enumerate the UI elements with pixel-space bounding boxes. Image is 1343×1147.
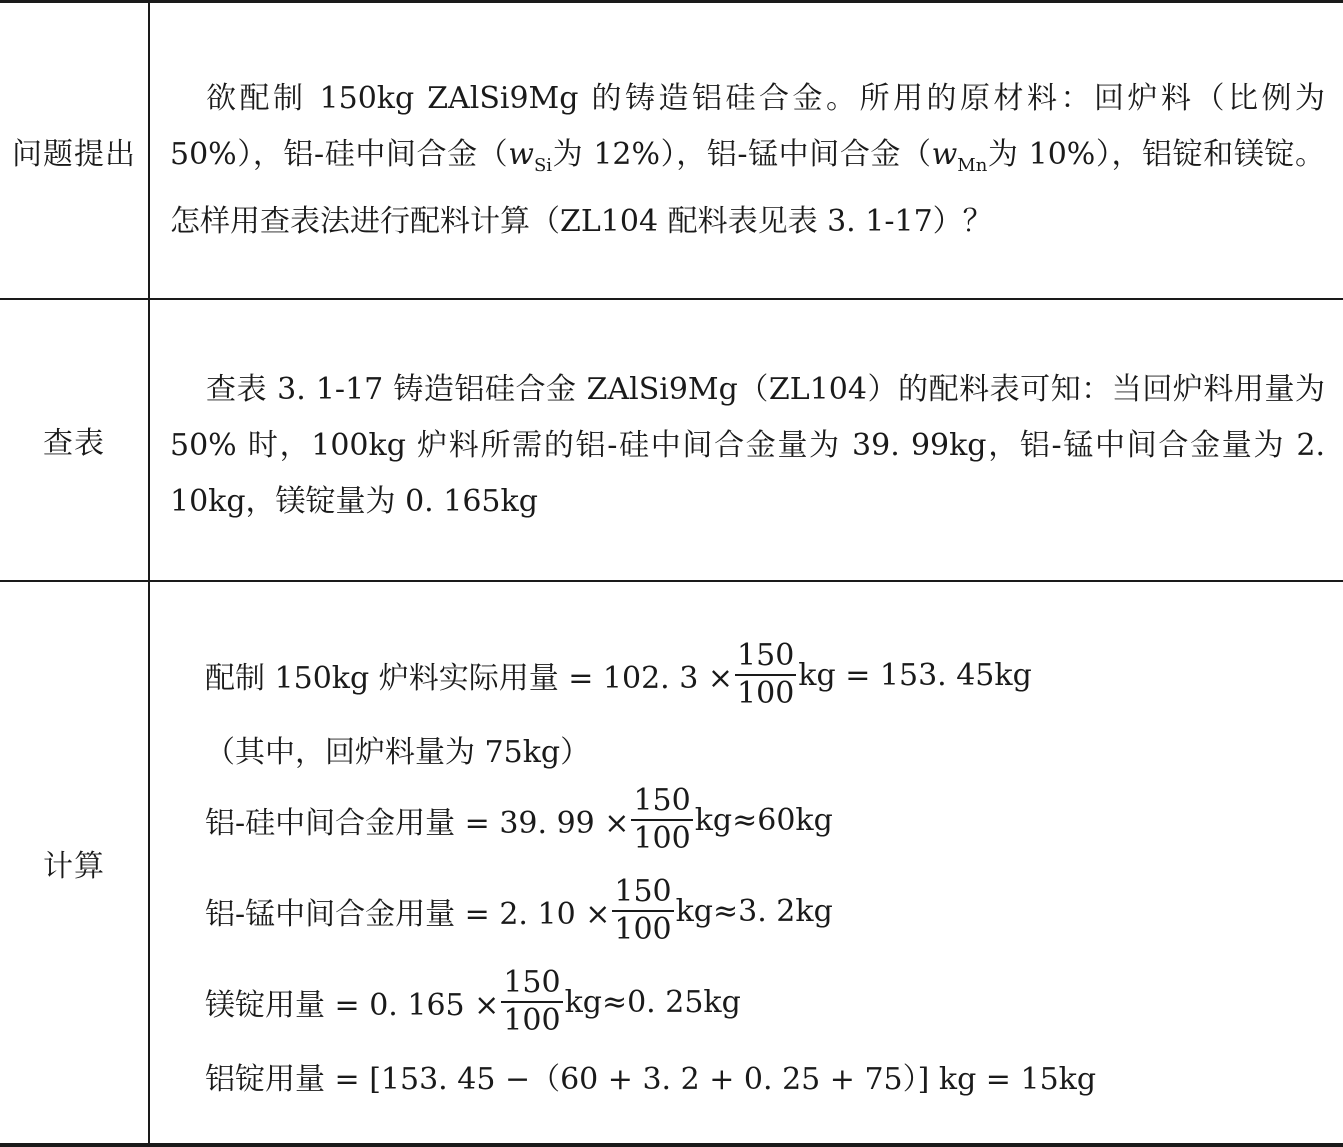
calc-line-post: kg≈0. 25kg (564, 984, 741, 1020)
problem-text (170, 71, 1325, 250)
row-divider (0, 298, 1343, 300)
calc-line-mg (205, 965, 741, 1038)
table-bottom-border (0, 1143, 1343, 1147)
calc-line-post: kg≈3. 2kg (675, 893, 833, 929)
fraction-numerator: 150 (501, 968, 562, 1003)
w-si-symbol: w (508, 137, 534, 172)
calc-line-pre: 配制 150kg 炉料实际用量 = 102. 3 × (205, 661, 734, 696)
calc-line-post: kg≈60kg (694, 802, 833, 838)
calc-line-total (205, 638, 1032, 711)
calc-line-note: （其中，回炉料量为 75kg） (205, 735, 591, 770)
calc-line-pre: 镁锭用量 = 0. 165 × (205, 988, 500, 1023)
fraction (612, 874, 673, 947)
table-top-border (0, 0, 1343, 3)
problem-text-a: 欲配制 150kg ZAlSi9Mg 的铸造铝硅合金。所用的原材料：回炉料（比例为50%），铝-硅中间合金（ (170, 81, 1325, 172)
fraction-denominator: 100 (737, 676, 795, 711)
calc-line-al-si (205, 783, 833, 856)
row-label-lookup (0, 300, 148, 580)
fraction-numerator: 150 (631, 786, 692, 821)
row-label-text: 查表 (43, 426, 105, 461)
calc-line-post: kg = 153. 45kg (798, 657, 1032, 693)
fraction-numerator: 150 (735, 641, 796, 676)
fraction (735, 638, 796, 711)
row-label-text: 计算 (43, 848, 105, 884)
fraction (501, 965, 562, 1038)
row-label-problem (0, 3, 148, 298)
fraction-numerator: 150 (612, 877, 673, 912)
fraction-denominator: 100 (503, 1003, 561, 1038)
lookup-text: 查表 3. 1-17 铸造铝硅合金 ZAlSi9Mg（ZL104）的配料表可知：当回炉料用量为 50% 时，100kg 炉料所需的铝-硅中间合金量为 39. 99kg，铝-锰中间合金量为 2. 10kg，镁锭量为 0. 165kg (170, 372, 1325, 519)
column-divider (148, 0, 150, 1147)
row-label-calc (0, 582, 148, 1143)
calc-line-al-ingot: 铝锭用量 = [153. 45 −（60 + 3. 2 + 0. 25 + 75）] kg = 15kg (205, 1062, 1097, 1097)
problem-text-b: 为 12%），铝-锰中间合金（ (552, 137, 932, 172)
fraction-denominator: 100 (633, 821, 691, 856)
problem-text-c: 为 10%），铝锭和镁锭。怎样用查表法进行配料计算（ZL104 配料表见表 3. 1-17）？ (170, 137, 1325, 239)
w-mn-symbol: w (931, 137, 958, 172)
fraction (631, 783, 692, 856)
row-divider (0, 580, 1343, 582)
calc-line-pre: 铝-锰中间合金用量 = 2. 10 × (205, 897, 611, 932)
row-label-text: 问题提出 (12, 136, 136, 172)
fraction-denominator: 100 (614, 912, 672, 947)
w-si-subscript: Si (533, 155, 553, 176)
w-mn-subscript: Mn (957, 155, 988, 176)
calc-line-pre: 铝-硅中间合金用量 = 39. 99 × (205, 806, 630, 841)
calc-line-al-mn (205, 874, 833, 947)
